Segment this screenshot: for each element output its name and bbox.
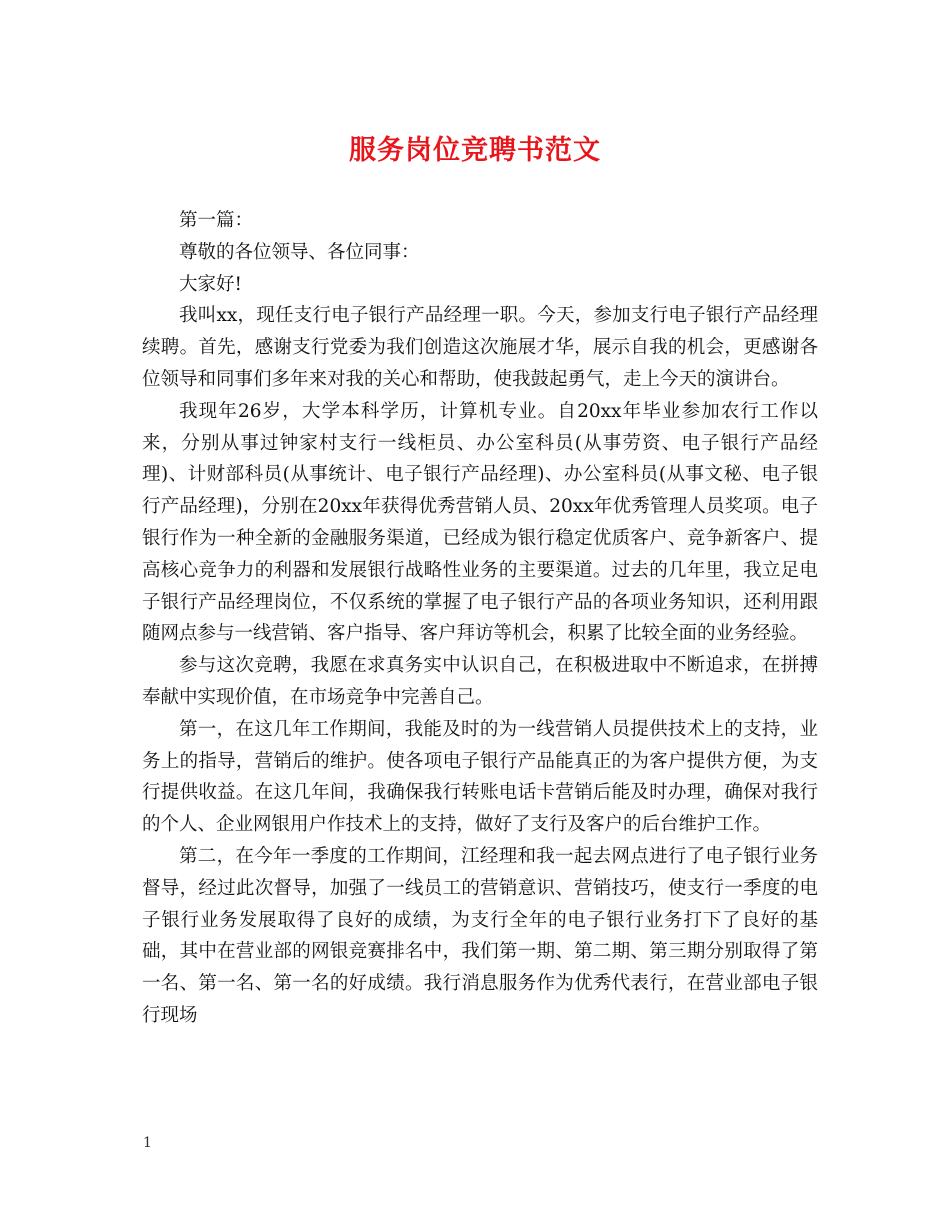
paragraph-greeting: 大家好! <box>179 273 242 295</box>
paragraph-point-one: 第一，在这几年工作期间，我能及时的为一线营销人员提供技术上的支持，业务上的指导，营销后的维护。使各项电子银行产品能真正的为客户提供方便，为支行提供收益。在这几年间，我确保我行转账电话卡营销后能及时办理，确保对我行的个人、企业网银用户作技术上的支持，做好了支行及客户的后台维护工作。 <box>142 718 818 836</box>
paragraph-point-two: 第二，在今年一季度的工作期间，江经理和我一起去网点进行了电子银行业务督导，经过此次督导，加强了一线员工的营销意识、营销技巧，使支行一季度的电子银行业务发展取得了良好的成绩，为支行全年的电子银行业务打下了良好的基础，其中在营业部的网银竞赛排名中，我们第一期、第二期、第三期分别取得了第一名、第一名、第一名的好成绩。我行消息服务作为优秀代表行，在营业部电子银行现场 <box>142 845 818 1026</box>
paragraph-background: 我现年26岁，大学本科学历，计算机专业。自20xx年毕业参加农行工作以来，分别从事过钟家村支行一线柜员、办公室科员(从事劳资、电子银行产品经理)、计财部科员(从事统计、电子银行产品经理)、办公室科员(从事文秘、电子银行产品经理)，分别在20xx年获得优秀营销人员、20xx年优秀管理人员奖项。电子银行作为一种全新的金融服务渠道，已经成为银行稳定优质客户、竞争新客户、提高核心竞争力的利器和发展银行战略性业务的主要渠道。过去的几年里，我立足电子银行产品经理岗位，不仅系统的掌握了电子银行产品的各项业务知识，还利用跟随网点参与一线营销、客户指导、客户拜访等机会，积累了比较全面的业务经验。 <box>142 400 818 645</box>
document-body <box>142 205 818 1032</box>
paragraph-salutation: 尊敬的各位领导、各位同事： <box>179 241 420 263</box>
document-title: 服务岗位竞聘书范文 <box>349 135 601 166</box>
page-number: 1 <box>143 1135 152 1151</box>
paragraph-motivation: 参与这次竞聘，我愿在求真务实中认识自己，在积极进取中不断追求，在拼搏奉献中实现价值，在市场竞争中完善自己。 <box>142 655 818 708</box>
paragraph-introduction: 我叫xx，现任支行电子银行产品经理一职。今天，参加支行电子银行产品经理续聘。首先，感谢支行党委为我们创造这次施展才华，展示自我的机会，更感谢各位领导和同事们多年来对我的关心和帮助，使我鼓起勇气，走上今天的演讲台。 <box>142 305 818 390</box>
paragraph-heading: 第一篇： <box>179 210 254 231</box>
